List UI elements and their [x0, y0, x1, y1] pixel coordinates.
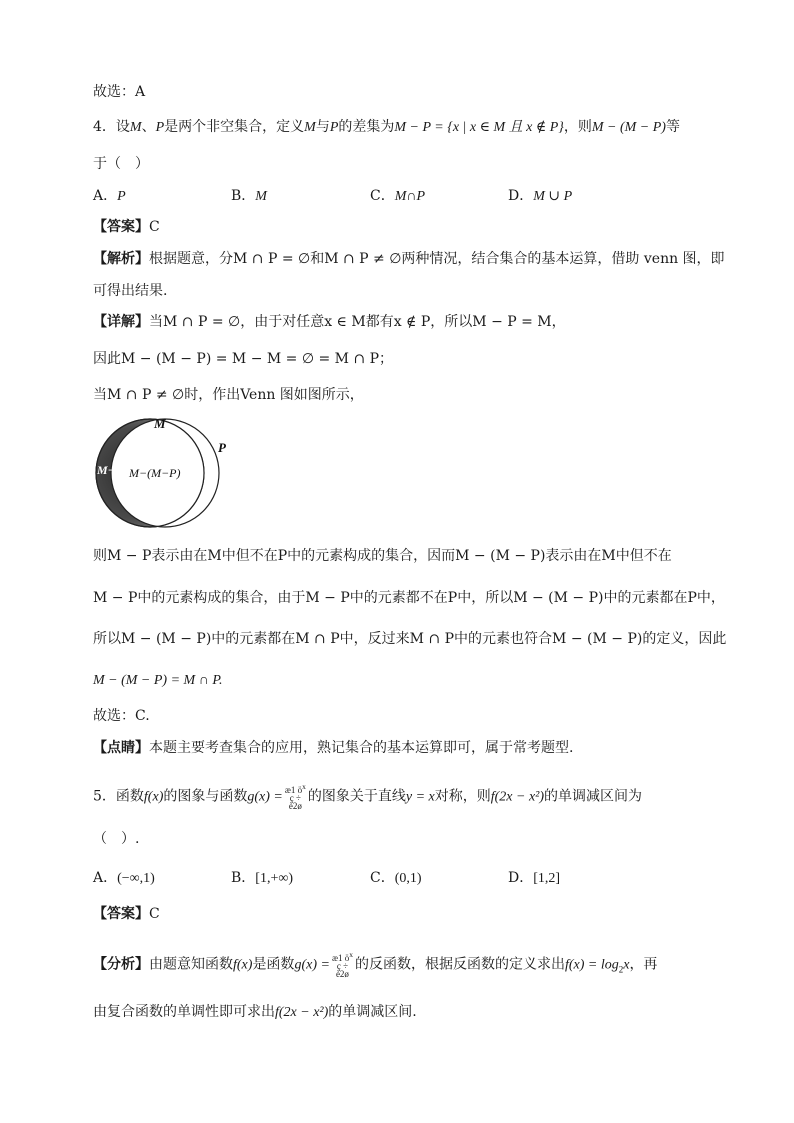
choose-c: 故选：C. [93, 708, 150, 724]
analysis-5-cont: 由复合函数的单调性即可求出f(2x − x²)的单调减区间. [93, 1004, 417, 1020]
explain-line-4: M − (M − P) = M ∩ P. [93, 673, 223, 688]
analysis-4: 【解析】根据题意，分M ∩ P = ∅和M ∩ P ≠ ∅两种情况，结合集合的基本运算，借助 venn 图，即 [93, 251, 725, 267]
explain-line-1: 则M − P表示由在M中但不在P中的元素构成的集合，因而M − (M − P)表示由在M中但不在 [93, 548, 672, 564]
venn-label-m: M [154, 416, 166, 431]
answer-line-prev: 故选：A [93, 84, 146, 100]
comment-4: 【点睛】本题主要考查集合的应用，熟记集合的基本运算即可，属于常考题型. [93, 740, 574, 756]
detail-4-line3: 当M ∩ P ≠ ∅时，作出Venn 图如图所示， [93, 387, 364, 403]
question-4: 4．设M、P是两个非空集合，定义M与P的差集为M − P = {x | x ∈ M 且 x ∉ P}，则M − (M − P)等 [93, 119, 680, 135]
venn-label-intersection: M−(M−P) [129, 466, 181, 480]
venn-label-m-minus-p: M−P [97, 463, 123, 477]
analysis-4-cont: 可得出结果. [93, 283, 168, 299]
question-4-cont: 于（ ） [93, 156, 149, 172]
q4-option-a[interactable]: A．P [93, 188, 126, 204]
answer-5: 【答案】C [93, 906, 160, 922]
question-5-cont: （ ）. [93, 831, 140, 847]
q5-option-d[interactable]: D．[1,2] [508, 870, 561, 886]
q4-option-c[interactable]: C．M∩P [370, 188, 426, 204]
answer-4: 【答案】C [93, 219, 160, 235]
question-5: 5．函数f(x)的图象与函数g(x) = æ1 $ö^x$ ç ÷ è2ø的图象关于直线y = x对称，则f(2x − x²)的单调减区间为 [93, 782, 643, 811]
venn-diagram [88, 412, 238, 530]
explain-line-3: 所以M − (M − P)中的元素都在M ∩ P中，反过来M ∩ P中的元素也符合M − (M − P)的定义，因此 [93, 631, 727, 647]
q5-option-a[interactable]: A．(−∞,1) [93, 870, 155, 886]
fraction-half-power-x-2: æ1 $ö^x$ ç ÷ è2ø [331, 950, 353, 979]
q4-option-b[interactable]: B．M [231, 188, 267, 204]
q4-option-d[interactable]: D．M ∪ P [508, 188, 573, 204]
q5-option-c[interactable]: C．(0,1) [370, 870, 422, 886]
detail-4-line2: 因此M − (M − P) = M − M = ∅ = M ∩ P； [93, 351, 394, 367]
analysis-5: 【分析】由题意知函数f(x)是函数g(x) = æ1 $ö^x$ ç ÷ è2ø的反函数，根据反函数的定义求出$f(x) = \log_2x$，再 [93, 950, 658, 979]
venn-label-p: P [218, 440, 226, 455]
fraction-half-power-x: æ1 $ö^x$ ç ÷ è2ø [284, 782, 306, 811]
q5-option-b[interactable]: B．[1,+∞) [231, 870, 293, 886]
detail-4: 【详解】当M ∩ P = ∅，由于对任意x ∈ M都有x ∉ P，所以M − P = M， [93, 314, 566, 330]
explain-line-2: M − P中的元素构成的集合，由于M − P中的元素都不在P中，所以M − (M − P)中的元素都在P中， [93, 590, 725, 606]
